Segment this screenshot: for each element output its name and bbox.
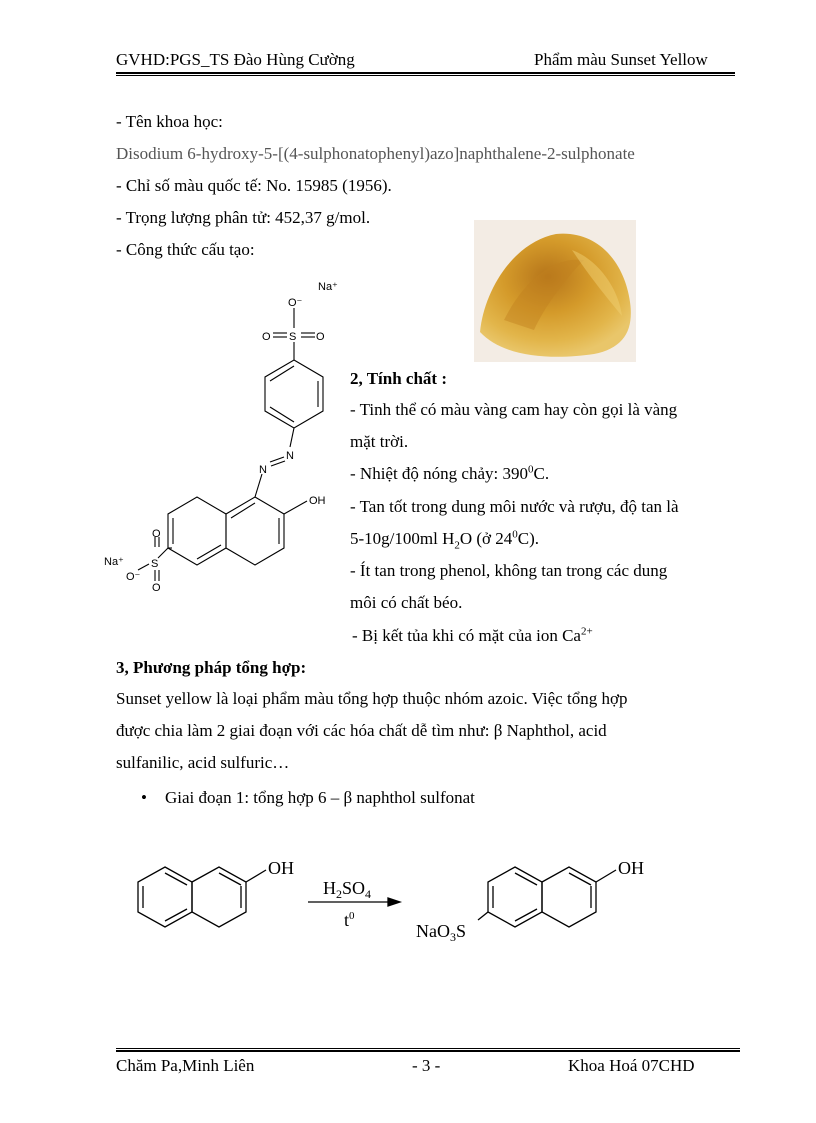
header-rule-thin xyxy=(116,75,735,76)
o-left-label: O xyxy=(262,331,271,343)
property-crystal-line-2: mặt trời. xyxy=(350,432,409,451)
header-rule xyxy=(116,72,735,74)
synthesis-line-2: được chia làm 2 giai đoạn với các hóa chất dễ tìm như: β Naphthol, acid xyxy=(116,721,607,740)
property-precipitation: - Bị kết tủa khi có mặt của ion $Ca^{2+}$ xyxy=(352,625,593,645)
azo-n2-label: N xyxy=(259,464,267,476)
sunset-yellow-structure xyxy=(100,275,350,600)
property-melting-point: - Nhiệt độ nóng chảy: $390^0C$. xyxy=(350,463,550,483)
footer-left: Chăm Pa,Minh Liên xyxy=(116,1056,255,1075)
o-bottom-2-label: O xyxy=(152,582,161,594)
synthesis-stage-1: Giai đoạn 1: tổng hợp 6 – β naphthol sulfonat xyxy=(165,788,475,807)
s-bottom-label: S xyxy=(151,558,159,570)
property-phenol-line-2: môi có chất béo. xyxy=(350,593,463,612)
reactant-oh-label: OH xyxy=(268,858,294,878)
na-plus-bottom-label: Na⁺ xyxy=(104,556,124,568)
property-phenol-line-1: - Ít tan trong phenol, không tan trong các dung xyxy=(350,561,668,580)
reagent-h2so4-label: $H_2SO_4$ xyxy=(323,878,372,901)
o-minus-bottom-label: O⁻ xyxy=(126,571,141,583)
na-plus-top-label: Na⁺ xyxy=(318,281,338,293)
azo-n1-label: N xyxy=(286,450,294,462)
property-solubility-line-1: - Tan tốt trong dung môi nước và rượu, độ tan là xyxy=(350,497,679,516)
sunset-yellow-powder-photo xyxy=(474,220,636,362)
s-top-label: S xyxy=(289,331,297,343)
property-crystal-line-1: - Tinh thể có màu vàng cam hay còn gọi là vàng xyxy=(350,400,678,419)
property-solubility-line-2: 5-10g/100ml $H_2O$ (ở $24^0C$). xyxy=(350,528,540,552)
product-oh-label: OH xyxy=(618,858,644,878)
scientific-name: Disodium 6-hydroxy-5-[(4-sulphonatophenyl)azo]naphthalene-2-sulphonate xyxy=(116,144,635,163)
properties-heading: 2, Tính chất : xyxy=(350,369,447,388)
header-right: Phẩm màu Sunset Yellow xyxy=(534,50,708,69)
scientific-name-label: - Tên khoa học: xyxy=(116,112,223,131)
product-nao3s-label: NaO$_3$S xyxy=(416,921,467,944)
molar-mass: - Trọng lượng phân tử: 452,37 g/mol. xyxy=(116,208,371,227)
header-left: GVHD:PGS_TS Đào Hùng Cường xyxy=(116,50,355,69)
bullet-icon: • xyxy=(141,788,147,807)
o-bottom-1-label: O xyxy=(152,528,161,540)
page-number: - 3 - xyxy=(412,1056,441,1075)
o-minus-top-label: O⁻ xyxy=(288,297,303,309)
synthesis-heading: 3, Phương pháp tổng hợp: xyxy=(116,658,307,677)
oh-label: OH xyxy=(309,495,326,507)
footer-rule-thin xyxy=(116,1048,740,1049)
footer-right: Khoa Hoá 07CHD xyxy=(568,1056,695,1075)
synthesis-line-3: sulfanilic, acid sulfuric… xyxy=(116,753,290,772)
condition-temperature-label: $t^0$ xyxy=(344,910,355,930)
synthesis-line-1: Sunset yellow là loại phẩm màu tổng hợp thuộc nhóm azoic. Việc tổng hợp xyxy=(116,689,628,708)
color-index: - Chỉ số màu quốc tế: No. 15985 (1956). xyxy=(116,176,392,195)
o-right-label: O xyxy=(316,331,325,343)
reaction-scheme xyxy=(120,840,680,950)
structure-label: - Công thức cấu tạo: xyxy=(116,240,255,259)
footer-rule xyxy=(116,1050,740,1052)
